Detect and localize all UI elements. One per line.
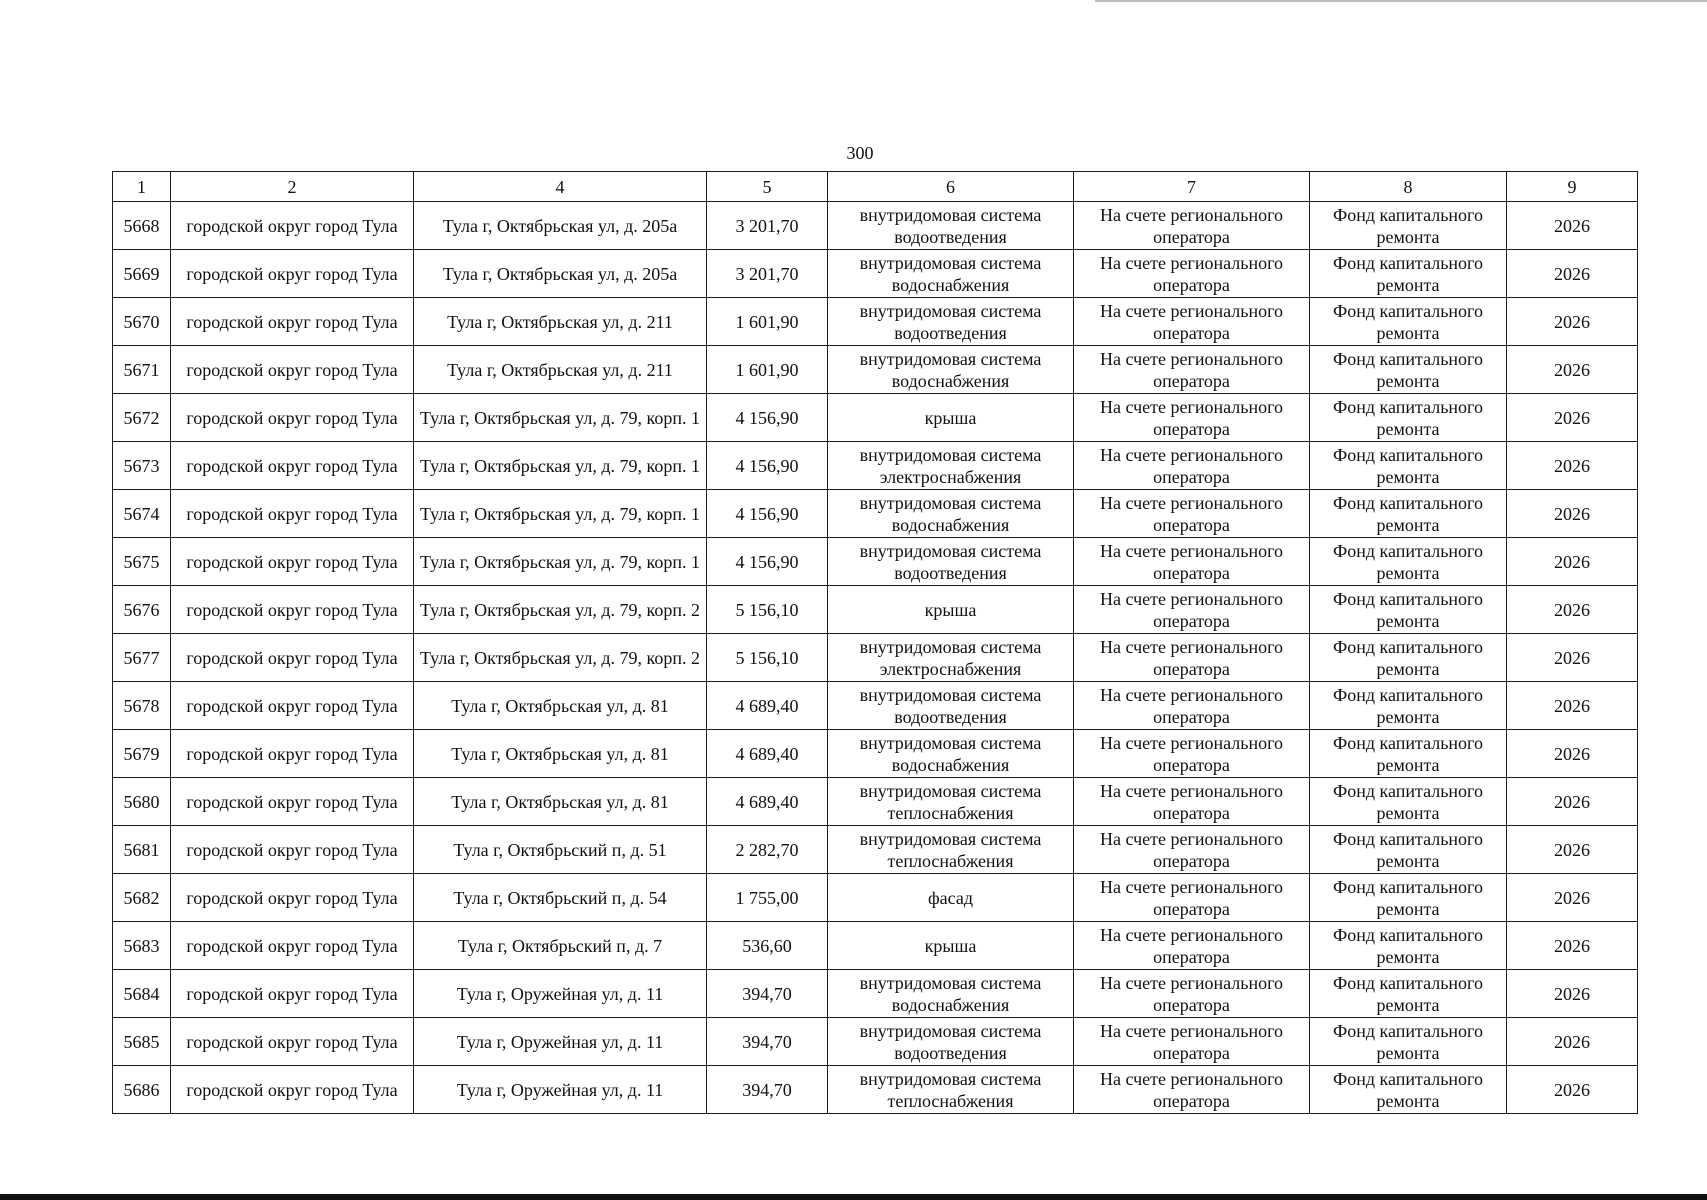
area-cell: 394,70	[707, 970, 828, 1018]
work-type-cell: внутридомовая система водоотведения	[828, 682, 1074, 730]
funding-source-cell: Фонд капитального ремонта	[1310, 1018, 1507, 1066]
funding-source-cell: Фонд капитального ремонта	[1310, 826, 1507, 874]
work-type-cell: внутридомовая система водоотведения	[828, 298, 1074, 346]
year-cell: 2026	[1507, 250, 1638, 298]
fund-method-cell: На счете регионального оператора	[1074, 970, 1310, 1018]
header-col-4: 4	[414, 172, 707, 202]
header-col-8: 8	[1310, 172, 1507, 202]
row-number-cell: 5668	[113, 202, 171, 250]
address-cell: Тула г, Октябрьская ул, д. 211	[414, 298, 707, 346]
table-row	[113, 202, 1638, 250]
fund-method-cell: На счете регионального оператора	[1074, 778, 1310, 826]
year-cell: 2026	[1507, 778, 1638, 826]
funding-source-cell: Фонд капитального ремонта	[1310, 298, 1507, 346]
work-type-cell: внутридомовая система водоснабжения	[828, 250, 1074, 298]
year-cell: 2026	[1507, 538, 1638, 586]
address-cell: Тула г, Октябрьская ул, д. 79, корп. 1	[414, 490, 707, 538]
row-number-cell: 5686	[113, 1066, 171, 1114]
row-number-cell: 5680	[113, 778, 171, 826]
municipality-cell: городской округ город Тула	[171, 1066, 414, 1114]
work-type-cell: внутридомовая система водоотведения	[828, 538, 1074, 586]
area-cell: 3 201,70	[707, 202, 828, 250]
table-row	[113, 442, 1638, 490]
work-type-cell: внутридомовая система водоотведения	[828, 202, 1074, 250]
municipality-cell: городской округ город Тула	[171, 202, 414, 250]
fund-method-cell: На счете регионального оператора	[1074, 922, 1310, 970]
year-cell: 2026	[1507, 730, 1638, 778]
work-type-cell: крыша	[828, 922, 1074, 970]
funding-source-cell: Фонд капитального ремонта	[1310, 730, 1507, 778]
year-cell: 2026	[1507, 202, 1638, 250]
fund-method-cell: На счете регионального оператора	[1074, 826, 1310, 874]
municipality-cell: городской округ город Тула	[171, 250, 414, 298]
municipality-cell: городской округ город Тула	[171, 490, 414, 538]
work-type-cell: крыша	[828, 394, 1074, 442]
table-row	[113, 538, 1638, 586]
funding-source-cell: Фонд капитального ремонта	[1310, 538, 1507, 586]
municipality-cell: городской округ город Тула	[171, 346, 414, 394]
table-row	[113, 394, 1638, 442]
table-row	[113, 826, 1638, 874]
funding-source-cell: Фонд капитального ремонта	[1310, 346, 1507, 394]
row-number-cell: 5681	[113, 826, 171, 874]
row-number-cell: 5669	[113, 250, 171, 298]
address-cell: Тула г, Октябрьская ул, д. 81	[414, 778, 707, 826]
row-number-cell: 5683	[113, 922, 171, 970]
area-cell: 1 601,90	[707, 298, 828, 346]
table-row	[113, 970, 1638, 1018]
table-row	[113, 586, 1638, 634]
area-cell: 394,70	[707, 1066, 828, 1114]
fund-method-cell: На счете регионального оператора	[1074, 346, 1310, 394]
address-cell: Тула г, Оружейная ул, д. 11	[414, 1066, 707, 1114]
fund-method-cell: На счете регионального оператора	[1074, 1066, 1310, 1114]
fund-method-cell: На счете регионального оператора	[1074, 250, 1310, 298]
work-type-cell: внутридомовая система водоснабжения	[828, 490, 1074, 538]
header-row	[113, 172, 1638, 202]
year-cell: 2026	[1507, 442, 1638, 490]
row-number-cell: 5672	[113, 394, 171, 442]
work-type-cell: крыша	[828, 586, 1074, 634]
header-col-2: 2	[171, 172, 414, 202]
row-number-cell: 5671	[113, 346, 171, 394]
year-cell: 2026	[1507, 970, 1638, 1018]
table-row	[113, 490, 1638, 538]
funding-source-cell: Фонд капитального ремонта	[1310, 202, 1507, 250]
header-col-5: 5	[707, 172, 828, 202]
table-row	[113, 1066, 1638, 1114]
table-row	[113, 634, 1638, 682]
funding-source-cell: Фонд капитального ремонта	[1310, 394, 1507, 442]
row-number-cell: 5670	[113, 298, 171, 346]
address-cell: Тула г, Октябрьская ул, д. 205а	[414, 250, 707, 298]
row-number-cell: 5674	[113, 490, 171, 538]
address-cell: Тула г, Октябрьский п, д. 54	[414, 874, 707, 922]
year-cell: 2026	[1507, 634, 1638, 682]
registry-table	[112, 171, 1638, 1114]
work-type-cell: внутридомовая система водоотведения	[828, 1018, 1074, 1066]
row-number-cell: 5676	[113, 586, 171, 634]
address-cell: Тула г, Октябрьская ул, д. 205а	[414, 202, 707, 250]
funding-source-cell: Фонд капитального ремонта	[1310, 250, 1507, 298]
funding-source-cell: Фонд капитального ремонта	[1310, 442, 1507, 490]
header-col-7: 7	[1074, 172, 1310, 202]
address-cell: Тула г, Оружейная ул, д. 11	[414, 1018, 707, 1066]
table-row	[113, 346, 1638, 394]
row-number-cell: 5679	[113, 730, 171, 778]
table-body	[113, 202, 1638, 1114]
header-col-9: 9	[1507, 172, 1638, 202]
address-cell: Тула г, Оружейная ул, д. 11	[414, 970, 707, 1018]
fund-method-cell: На счете регионального оператора	[1074, 298, 1310, 346]
work-type-cell: внутридомовая система теплоснабжения	[828, 1066, 1074, 1114]
funding-source-cell: Фонд капитального ремонта	[1310, 970, 1507, 1018]
fund-method-cell: На счете регионального оператора	[1074, 874, 1310, 922]
work-type-cell: фасад	[828, 874, 1074, 922]
address-cell: Тула г, Октябрьская ул, д. 79, корп. 1	[414, 538, 707, 586]
funding-source-cell: Фонд капитального ремонта	[1310, 874, 1507, 922]
funding-source-cell: Фонд капитального ремонта	[1310, 1066, 1507, 1114]
year-cell: 2026	[1507, 826, 1638, 874]
municipality-cell: городской округ город Тула	[171, 298, 414, 346]
year-cell: 2026	[1507, 586, 1638, 634]
fund-method-cell: На счете регионального оператора	[1074, 682, 1310, 730]
table-row	[113, 1018, 1638, 1066]
funding-source-cell: Фонд капитального ремонта	[1310, 634, 1507, 682]
table-row	[113, 682, 1638, 730]
area-cell: 536,60	[707, 922, 828, 970]
area-cell: 5 156,10	[707, 634, 828, 682]
funding-source-cell: Фонд капитального ремонта	[1310, 778, 1507, 826]
funding-source-cell: Фонд капитального ремонта	[1310, 922, 1507, 970]
work-type-cell: внутридомовая система водоснабжения	[828, 970, 1074, 1018]
row-number-cell: 5677	[113, 634, 171, 682]
address-cell: Тула г, Октябрьский п, д. 51	[414, 826, 707, 874]
table-row	[113, 778, 1638, 826]
municipality-cell: городской округ город Тула	[171, 538, 414, 586]
area-cell: 4 689,40	[707, 778, 828, 826]
work-type-cell: внутридомовая система электроснабжения	[828, 442, 1074, 490]
area-cell: 5 156,10	[707, 586, 828, 634]
scan-edge-line	[1095, 0, 1707, 2]
funding-source-cell: Фонд капитального ремонта	[1310, 586, 1507, 634]
municipality-cell: городской округ город Тула	[171, 586, 414, 634]
row-number-cell: 5684	[113, 970, 171, 1018]
municipality-cell: городской округ город Тула	[171, 394, 414, 442]
area-cell: 3 201,70	[707, 250, 828, 298]
row-number-cell: 5673	[113, 442, 171, 490]
funding-source-cell: Фонд капитального ремонта	[1310, 682, 1507, 730]
area-cell: 1 755,00	[707, 874, 828, 922]
municipality-cell: городской округ город Тула	[171, 970, 414, 1018]
address-cell: Тула г, Октябрьская ул, д. 79, корп. 2	[414, 586, 707, 634]
address-cell: Тула г, Октябрьская ул, д. 81	[414, 682, 707, 730]
municipality-cell: городской округ город Тула	[171, 442, 414, 490]
address-cell: Тула г, Октябрьская ул, д. 81	[414, 730, 707, 778]
fund-method-cell: На счете регионального оператора	[1074, 730, 1310, 778]
area-cell: 1 601,90	[707, 346, 828, 394]
fund-method-cell: На счете регионального оператора	[1074, 394, 1310, 442]
table-row	[113, 874, 1638, 922]
year-cell: 2026	[1507, 1018, 1638, 1066]
work-type-cell: внутридомовая система водоснабжения	[828, 730, 1074, 778]
year-cell: 2026	[1507, 394, 1638, 442]
address-cell: Тула г, Октябрьская ул, д. 79, корп. 1	[414, 442, 707, 490]
year-cell: 2026	[1507, 874, 1638, 922]
year-cell: 2026	[1507, 298, 1638, 346]
row-number-cell: 5682	[113, 874, 171, 922]
table-row	[113, 730, 1638, 778]
table-row	[113, 298, 1638, 346]
municipality-cell: городской округ город Тула	[171, 634, 414, 682]
address-cell: Тула г, Октябрьская ул, д. 79, корп. 1	[414, 394, 707, 442]
header-col-1: 1	[113, 172, 171, 202]
fund-method-cell: На счете регионального оператора	[1074, 634, 1310, 682]
fund-method-cell: На счете регионального оператора	[1074, 586, 1310, 634]
page-number: 300	[846, 143, 874, 163]
address-cell: Тула г, Октябрьский п, д. 7	[414, 922, 707, 970]
address-cell: Тула г, Октябрьская ул, д. 79, корп. 2	[414, 634, 707, 682]
municipality-cell: городской округ город Тула	[171, 682, 414, 730]
municipality-cell: городской округ город Тула	[171, 922, 414, 970]
fund-method-cell: На счете регионального оператора	[1074, 202, 1310, 250]
area-cell: 4 689,40	[707, 682, 828, 730]
area-cell: 4 156,90	[707, 442, 828, 490]
municipality-cell: городской округ город Тула	[171, 730, 414, 778]
area-cell: 2 282,70	[707, 826, 828, 874]
area-cell: 4 156,90	[707, 490, 828, 538]
table-row	[113, 922, 1638, 970]
fund-method-cell: На счете регионального оператора	[1074, 538, 1310, 586]
funding-source-cell: Фонд капитального ремонта	[1310, 490, 1507, 538]
header-col-6: 6	[828, 172, 1074, 202]
area-cell: 4 156,90	[707, 394, 828, 442]
year-cell: 2026	[1507, 1066, 1638, 1114]
area-cell: 4 156,90	[707, 538, 828, 586]
work-type-cell: внутридомовая система теплоснабжения	[828, 826, 1074, 874]
work-type-cell: внутридомовая система теплоснабжения	[828, 778, 1074, 826]
municipality-cell: городской округ город Тула	[171, 778, 414, 826]
row-number-cell: 5678	[113, 682, 171, 730]
row-number-cell: 5685	[113, 1018, 171, 1066]
address-cell: Тула г, Октябрьская ул, д. 211	[414, 346, 707, 394]
fund-method-cell: На счете регионального оператора	[1074, 490, 1310, 538]
municipality-cell: городской округ город Тула	[171, 874, 414, 922]
area-cell: 394,70	[707, 1018, 828, 1066]
work-type-cell: внутридомовая система электроснабжения	[828, 634, 1074, 682]
fund-method-cell: На счете регионального оператора	[1074, 442, 1310, 490]
municipality-cell: городской округ город Тула	[171, 1018, 414, 1066]
fund-method-cell: На счете регионального оператора	[1074, 1018, 1310, 1066]
work-type-cell: внутридомовая система водоснабжения	[828, 346, 1074, 394]
year-cell: 2026	[1507, 490, 1638, 538]
year-cell: 2026	[1507, 346, 1638, 394]
table-row	[113, 250, 1638, 298]
municipality-cell: городской округ город Тула	[171, 826, 414, 874]
area-cell: 4 689,40	[707, 730, 828, 778]
scan-bottom-edge	[0, 1194, 1707, 1200]
row-number-cell: 5675	[113, 538, 171, 586]
year-cell: 2026	[1507, 682, 1638, 730]
year-cell: 2026	[1507, 922, 1638, 970]
